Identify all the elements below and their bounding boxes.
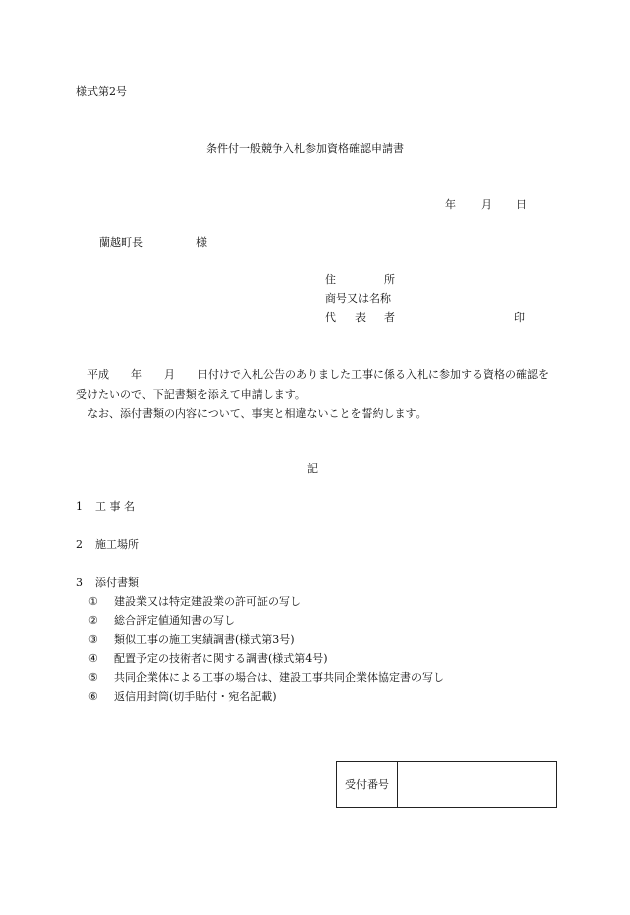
receipt-number-field[interactable] — [398, 762, 556, 807]
document-title: 条件付一般競争入札参加資格確認申請書 — [206, 142, 404, 155]
section-1-label: 工 事 名 — [95, 500, 135, 513]
attachment-number: ④ — [88, 652, 98, 665]
addressee-name: 蘭越町長 — [99, 236, 143, 249]
attachment-text: 返信用封筒(切手貼付・宛名記載) — [114, 690, 277, 703]
attachment-item — [88, 672, 444, 683]
attachment-number: ⑥ — [88, 690, 98, 703]
attachment-number: ③ — [88, 633, 98, 646]
form-number: 様式第2号 — [76, 85, 127, 98]
attachment-item — [88, 691, 277, 702]
section-3-number: 3 — [76, 576, 83, 589]
addressee-honorific: 様 — [196, 236, 207, 249]
attachment-item — [88, 596, 301, 607]
date-month-label: 月 — [481, 198, 492, 211]
section-2-number: 2 — [76, 538, 83, 551]
attachment-item — [88, 615, 235, 626]
date-day-label: 日 — [516, 198, 527, 211]
attachment-item — [88, 634, 295, 645]
company-name-label: 商号又は名称 — [325, 292, 391, 305]
attachment-text: 配置予定の技術者に関する調書(様式第4号) — [114, 652, 328, 665]
address-label-char2: 所 — [384, 273, 395, 286]
receipt-number-label: 受付番号 — [337, 762, 398, 807]
representative-label-char1: 代 — [325, 311, 336, 324]
section-3-label: 添付書類 — [95, 576, 139, 589]
representative-label-char2: 表 — [355, 311, 366, 324]
section-2-label: 施工場所 — [95, 538, 139, 551]
attachment-item — [88, 653, 328, 664]
representative-label-char3: 者 — [384, 311, 395, 324]
receipt-number-box — [336, 761, 557, 808]
body-paragraph-request: 平成 年 月 日付けで入札公告のありました工事に係る入札に参加する資格の確認を受けたいので、下記書類を添えて申請します。 — [76, 368, 549, 401]
attachment-text: 共同企業体による工事の場合は、建設工事共同企業体協定書の写し — [114, 671, 444, 684]
attachment-text: 建設業又は特定建設業の許可証の写し — [114, 595, 301, 608]
attachment-number: ① — [88, 595, 98, 608]
body-paragraph-pledge: なお、添付書類の内容について、事実と相違ないことを誓約します。 — [76, 407, 427, 420]
section-1-number: 1 — [76, 500, 83, 513]
address-label-char1: 住 — [325, 273, 336, 286]
attachment-number: ⑤ — [88, 671, 98, 684]
seal-mark: 印 — [514, 311, 525, 324]
date-year-label: 年 — [445, 198, 456, 211]
attachment-number: ② — [88, 614, 98, 627]
attachment-text: 類似工事の施工実績調書(様式第3号) — [114, 633, 295, 646]
attachment-text: 総合評定値通知書の写し — [114, 614, 235, 627]
ki-heading: 記 — [307, 462, 318, 475]
